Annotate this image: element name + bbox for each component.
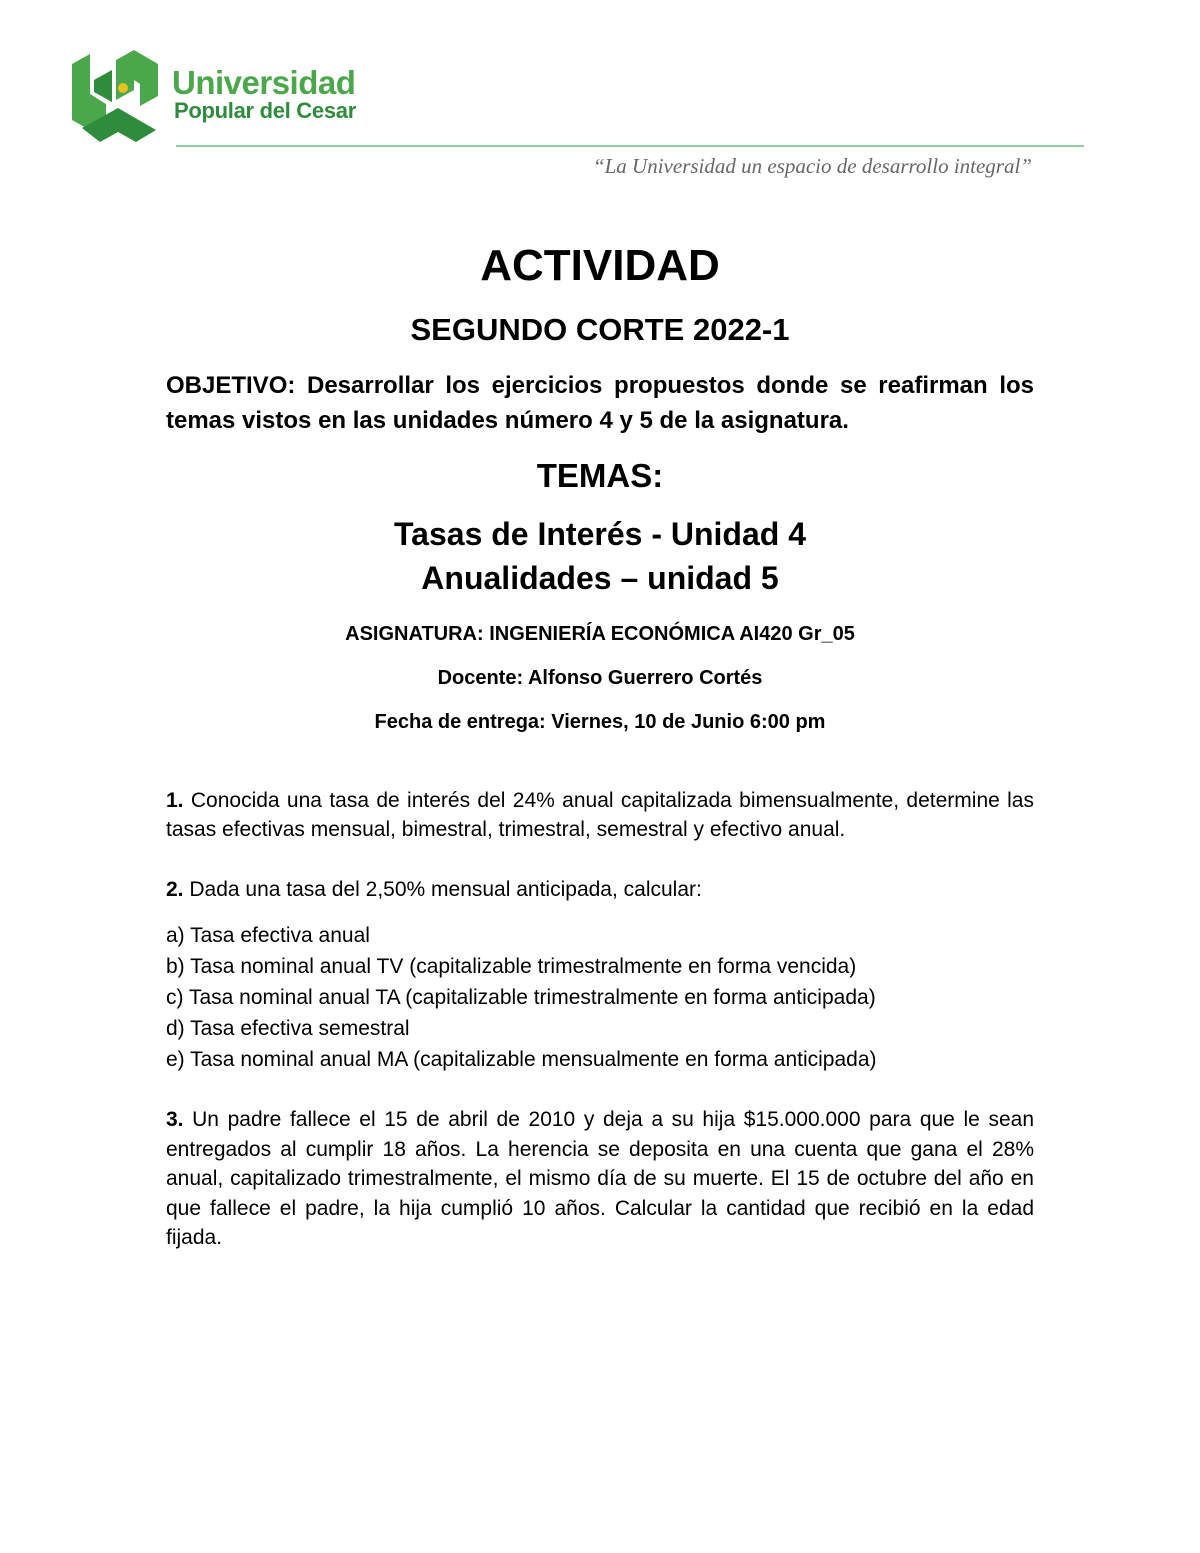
exercise-number: 3. — [166, 1108, 184, 1132]
page-subtitle: SEGUNDO CORTE 2022-1 — [410, 311, 790, 347]
exercise-2-options — [166, 920, 1034, 1075]
exercise-text: Dada una tasa del 2,50% mensual anticipada, calcular: — [183, 877, 702, 901]
objective-paragraph: OBJETIVO: Desarrollar los ejercicios propuestos donde se reafirman los temas vistos en las unidades número 4 y 5 de la asignatura. — [166, 371, 1034, 434]
due-date-line: Fecha de entrega: Viernes, 10 de Junio 6:00 pm — [374, 710, 826, 733]
logo-wordmark-line2: Popular del Cesar — [174, 98, 356, 123]
exercise-3 — [166, 1105, 1034, 1253]
option-item: a) Tasa efectiva anual — [166, 924, 370, 948]
option-item: c) Tasa nominal anual TA (capitalizable trimestralmente en forma anticipada) — [166, 986, 876, 1010]
header-divider — [176, 145, 1084, 147]
option-item: e) Tasa nominal anual MA (capitalizable mensualmente en forma anticipada) — [166, 1048, 877, 1072]
topic-item: Tasas de Interés - Unidad 4 — [394, 515, 806, 552]
topic-item: Anualidades – unidad 5 — [421, 559, 779, 596]
exercise-1 — [166, 786, 1034, 845]
option-item: b) Tasa nominal anual TV (capitalizable trimestralmente en forma vencida) — [166, 955, 857, 979]
course-line: ASIGNATURA: INGENIERÍA ECONÓMICA AI420 Gr_05 — [345, 622, 855, 645]
exercise-text: Un padre fallece el 15 de abril de 2010 y deja a su hija $15.000.000 para que le sean entregados al cumplir 18 años. La herencia se deposita en una cuenta que gana el 28% anual, capitalizado trimestralmente, el mismo día de su muerte. El 15 de octubre del año en que fallece el padre, la hija cumplió 10 años. Calcular la cantidad que recibió en la edad fijada. — [166, 1108, 1034, 1250]
topics-heading: TEMAS: — [536, 456, 664, 494]
logo-wordmark-line1: Universidad — [172, 64, 356, 101]
exercise-number: 2. — [166, 877, 184, 901]
teacher-line: Docente: Alfonso Guerrero Cortés — [437, 666, 763, 689]
option-item: d) Tasa efectiva semestral — [166, 1017, 410, 1041]
exercise-2 — [166, 875, 1034, 905]
document-header — [0, 0, 1200, 200]
exercise-number: 1. — [166, 788, 184, 812]
document-body — [166, 240, 1034, 1253]
page-title: ACTIVIDAD — [480, 241, 720, 290]
topics-list — [166, 512, 1034, 600]
exercise-text: Conocida una tasa de interés del 24% anual capitalizada bimensualmente, determine las tasas efectivas mensual, bimestral, trimestral, semestral y efectivo anual. — [166, 788, 1034, 842]
university-motto: “La Universidad un espacio de desarrollo integral” — [592, 154, 1032, 178]
exercise-list — [166, 786, 1034, 1253]
university-logo-icon — [68, 50, 160, 144]
